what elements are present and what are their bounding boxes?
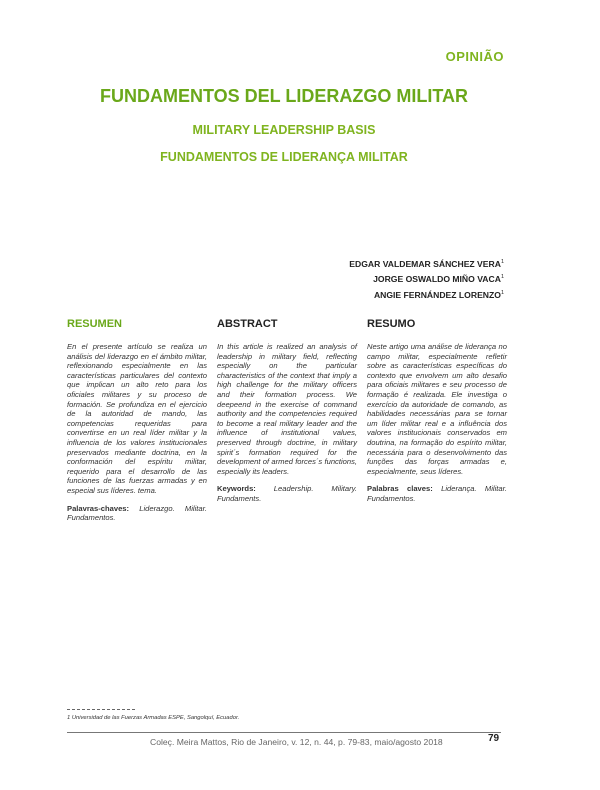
resumen-column: [67, 318, 207, 523]
footnote-divider: [67, 709, 135, 710]
abstract-body: In this article is realized an analysis of leadership in military field, reflecting especially on the particular characteristics of the context that imply a high challenge for the military officers and their formation process. We deepeend in the exercise of command authority and the competencies required to become a real military leader and the influence of institutional values, preserved through doctrine, in military spirit´s formation required for the development of armed forces´s functions, especially its leaders.: [217, 342, 357, 476]
resumo-column: [367, 318, 507, 504]
journal-citation: Coleç. Meira Mattos, Rio de Janeiro, v. 12, n. 44, p. 79-83, maio/agosto 2018: [150, 737, 443, 747]
abstract-heading: ABSTRACT: [217, 318, 278, 330]
author-line: ANGIE FERNÁNDEZ LORENZO$^1$: [373, 289, 504, 300]
author-line: JORGE OSWALDO MIÑO VACA$^1$: [373, 274, 504, 285]
resumo-heading: RESUMO: [367, 318, 416, 330]
portuguese-title: FUNDAMENTOS DE LIDERANÇA MILITAR: [160, 150, 408, 164]
resumo-keywords: Palabras claves: Liderança. Militar. Fundamentos.: [367, 484, 507, 503]
resumen-heading: RESUMEN: [67, 318, 123, 330]
author-line: EDGAR VALDEMAR SÁNCHEZ VERA$^1$: [349, 258, 504, 269]
article-title: FUNDAMENTOS DEL LIDERAZGO MILITAR: [100, 86, 468, 106]
affiliation-footnote: 1 Universidad de las Fuerzas Armadas ESPE, Sangolquí, Ecuador.: [67, 715, 240, 721]
resumen-body: En el presente artículo se realiza un análisis del liderazgo en el ámbito militar, reflexionando especialmente en las características particulares del contexto que implican un alto reto para los oficiales militares y su proceso de formación. Se profundiza en el ejercicio de la autoridad de mando, las competencias requeridas para convertirse en un real líder militar y la influencia de los valores institucionales preservados mediante doctrina, en la conformación del espíritu militar, requerido para el desarrollo de las funciones de las fuerzas armadas y en especial sus líderes. tema.: [67, 342, 207, 495]
resumen-keywords: Palavras-chaves: Liderazgo. Militar. Fundamentos.: [67, 503, 207, 523]
resumo-body: Neste artigo uma análise de liderança no campo militar, especialmente refletir sobre as características específicas do contexto que envolvem um alto desafio para oficiais militares e seu processo de formação é realizada. Ele investiga o exercício da autoridade de comando, as habilidades necessárias para se tornar um líder militar real e a influência dos valores institucionais conservados em doutrina, na formação do espírito militar, necessária para o desenvolvimento das funções das forças armadas e, especialmente, seus líderes.: [367, 342, 507, 476]
abstract-column: [217, 318, 357, 504]
english-title: MILITARY LEADERSHIP BASIS: [192, 123, 376, 137]
page-number: 79: [488, 733, 500, 744]
footer-divider: [67, 732, 501, 733]
abstract-keywords: Keywords: Leadership. Military. Fundaments.: [217, 484, 357, 503]
author-list: [349, 256, 504, 302]
section-label: OPINIÃO: [445, 49, 504, 64]
